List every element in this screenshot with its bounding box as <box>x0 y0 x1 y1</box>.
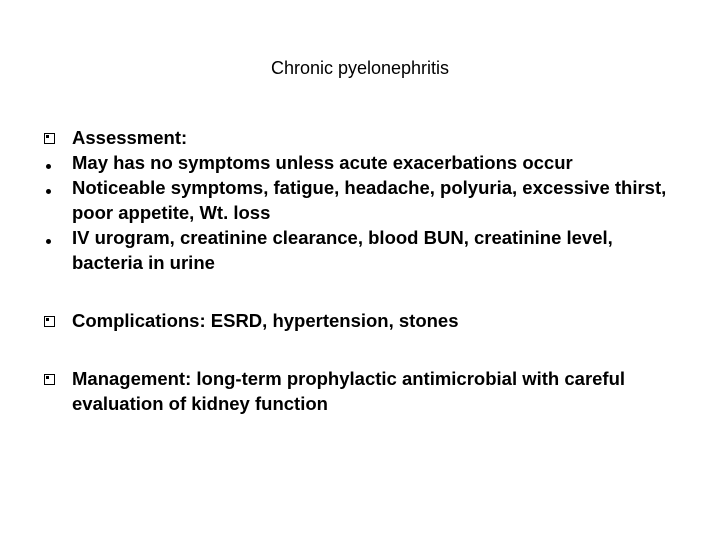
list-item <box>44 175 684 225</box>
spacer <box>44 333 684 366</box>
list-item <box>44 150 684 175</box>
management-item <box>44 366 684 416</box>
complications-item <box>44 308 684 333</box>
management-text: Management: long-term prophylactic antimicrobial with careful evaluation of kidney function <box>72 368 626 414</box>
bullet-text: May has no symptoms unless acute exacerbations occur <box>72 152 573 173</box>
checkbox-square-icon <box>44 366 72 391</box>
list-item <box>44 225 684 275</box>
assessment-heading <box>44 125 684 150</box>
bullet-dot-icon <box>44 225 72 250</box>
bullet-text: Noticeable symptoms, fatigue, headache, polyuria, excessive thirst, poor appetite, Wt. loss <box>72 177 667 223</box>
slide-title: Chronic pyelonephritis <box>270 58 450 78</box>
spacer <box>44 275 684 308</box>
assessment-heading-text: Assessment: <box>72 127 188 148</box>
complications-text: Complications: ESRD, hypertension, stones <box>72 310 459 331</box>
bullet-dot-icon <box>44 175 72 200</box>
slide-content <box>44 125 684 416</box>
bullet-dot-icon <box>44 150 72 175</box>
checkbox-square-icon <box>44 308 72 333</box>
checkbox-square-icon <box>44 125 72 150</box>
bullet-text: IV urogram, creatinine clearance, blood BUN, creatinine level, bacteria in urine <box>72 227 613 273</box>
